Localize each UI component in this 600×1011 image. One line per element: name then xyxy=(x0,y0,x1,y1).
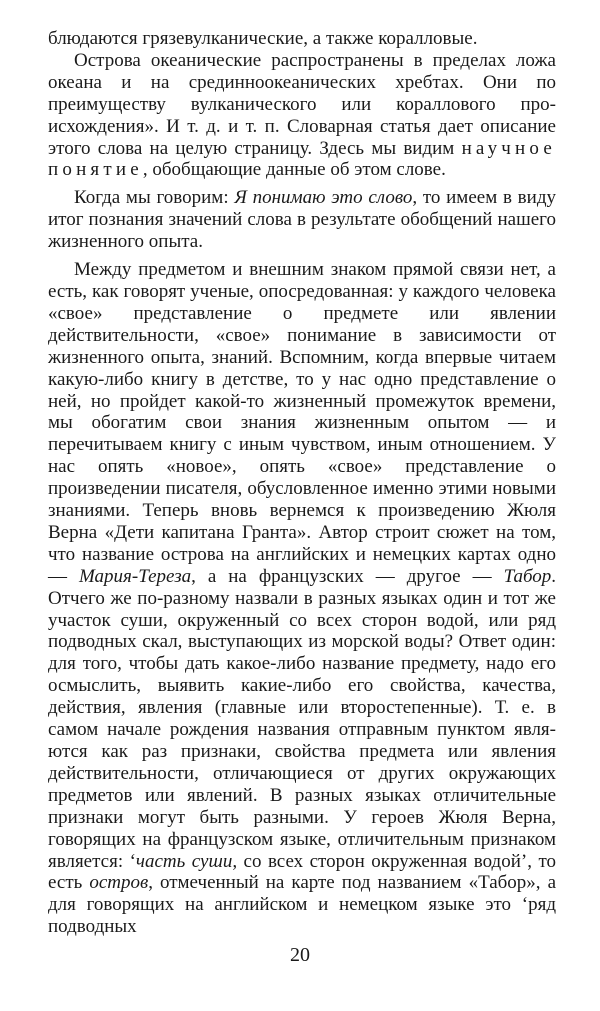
italic-name-tabor: Табор xyxy=(503,565,552,587)
page-text xyxy=(48,28,556,938)
paragraph-continuation: блюдаются грязевулканические, а также коралловые. xyxy=(48,28,478,49)
paragraph-understanding: Когда мы говорим: Я понимаю это слово, то имеем в виду итог познания значений слова в результате обобщений нашего жизненного опыта. xyxy=(48,187,556,253)
paragraph-sign-and-object: Между предметом и внешним знаком прямой связи нет, а есть, как говорят ученые, опосредованная: у каждого человека «свое» представление о предмете или явлении действительности, «свое» понимание в зависимости от жизненного опыта, знаний. Вспомним, когда впервые читаем какую-либо книгу в детстве, то у нас одно представление о ней, но пройдет какой-то жизненный промежуток времени, мы обогатим свои знания жизненным опытом — и перечитываем книгу с иным чувством, иным отношением. У нас опять «новое», опять «свое» представление о произведении писателя, обусловленное именно этими новыми знаниями. Теперь вновь вернемся к произведению Жюля Верна «Дети капитана Гранта». Автор строит сюжет на том, что название острова на английских и немецких картах одно — Мария-Тереза, а на французских — другое — Табор. Отчего же по-разному назвали в разных языках один и тот же участок суши, окруженный со всех сторон водой, или ряд подводных скал, выступающих из морской воды? Ответ один: для того, чтобы дать какое-либо название предмету, надо его осмыслить, выявить какие-либо его свойства, качества, действия, явления (главные или второстепенные). Т. е. в самом начале рождения названия отправным пунктом являются как раз признаки, свойства предмета или явления действительности, отличающиеся от других окружающих предметов или явлений. В разных языках отличительные признаки могут быть разными. У героев Жюля Верна, говорящих на французском языке, отличительным признаком является: ‘часть суши, со всех сторон окруженная водой’, то есть остров, отмеченный на карте под названием «Табор», а для говорящих на английском и немецком языке это ‘ряд подводных xyxy=(48,259,557,938)
italic-phrase: Я понимаю это слово xyxy=(234,187,413,209)
page-number: 20 xyxy=(290,944,310,966)
paragraph-islands: Острова океанические распространены в пределах ложа океана и на срединноокеанических хребтах. Они по преимуществу вулканического или кораллового происхождения». И т. д. и т. п. Словарная статья дает описание этого слова на целую страницу. Здесь мы видим научное понятие, обобщающие данные об этом слове. xyxy=(48,49,556,181)
italic-part-of-land: часть суши, xyxy=(135,850,238,872)
italic-island: остров xyxy=(89,872,149,894)
spaced-emphasis: научное понятие xyxy=(48,137,556,181)
italic-name-maria-tereza: Мария-Тереза xyxy=(78,565,192,587)
